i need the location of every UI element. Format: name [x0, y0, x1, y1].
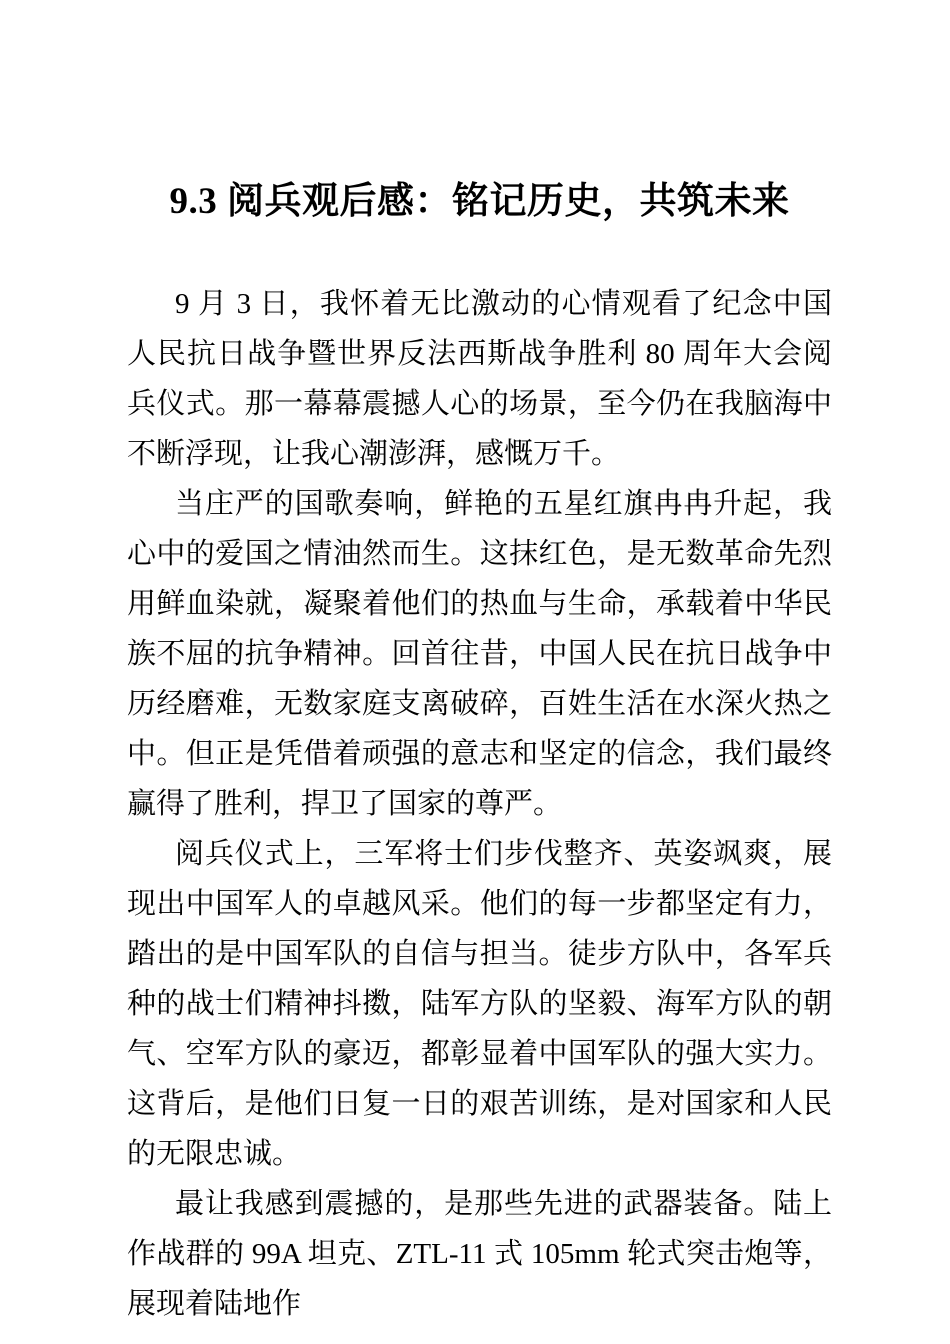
- document-body: [127, 279, 832, 1329]
- essay-paragraph-2: 当庄严的国歌奏响，鲜艳的五星红旗冉冉升起，我心中的爱国之情油然而生。这抹红色，是无数革命先烈用鲜血染就，凝聚着他们的热血与生命，承载着中华民族不屈的抗争精神。回首往昔，中国人民在抗日战争中历经磨难，无数家庭支离破碎，百姓生活在水深火热之中。但正是凭借着顽强的意志和坚定的信念，我们最终赢得了胜利，捍卫了国家的尊严。: [127, 488, 832, 820]
- document-title: 9.3 阅兵观后感：铭记历史，共筑未来: [169, 181, 790, 222]
- essay-paragraph-3: 阅兵仪式上，三军将士们步伐整齐、英姿飒爽，展现出中国军人的卓越风采。他们的每一步都坚定有力，踏出的是中国军队的自信与担当。徒步方队中，各军兵种的战士们精神抖擞，陆军方队的坚毅、海军方队的朝气、空军方队的豪迈，都彰显着中国军队的强大实力。这背后，是他们日复一日的艰苦训练，是对国家和人民的无限忠诚。: [127, 838, 832, 1170]
- essay-paragraph-4: 最让我感到震撼的，是那些先进的武器装备。陆上作战群的 99A 坦克、ZTL-11 式 105mm 轮式突击炮等，展现着陆地作: [127, 1188, 832, 1320]
- essay-paragraph-1: 9 月 3 日，我怀着无比激动的心情观看了纪念中国人民抗日战争暨世界反法西斯战争胜利 80 周年大会阅兵仪式。那一幕幕震撼人心的场景，至今仍在我脑海中不断浮现，让我心潮澎湃，感慨万千。: [127, 288, 832, 470]
